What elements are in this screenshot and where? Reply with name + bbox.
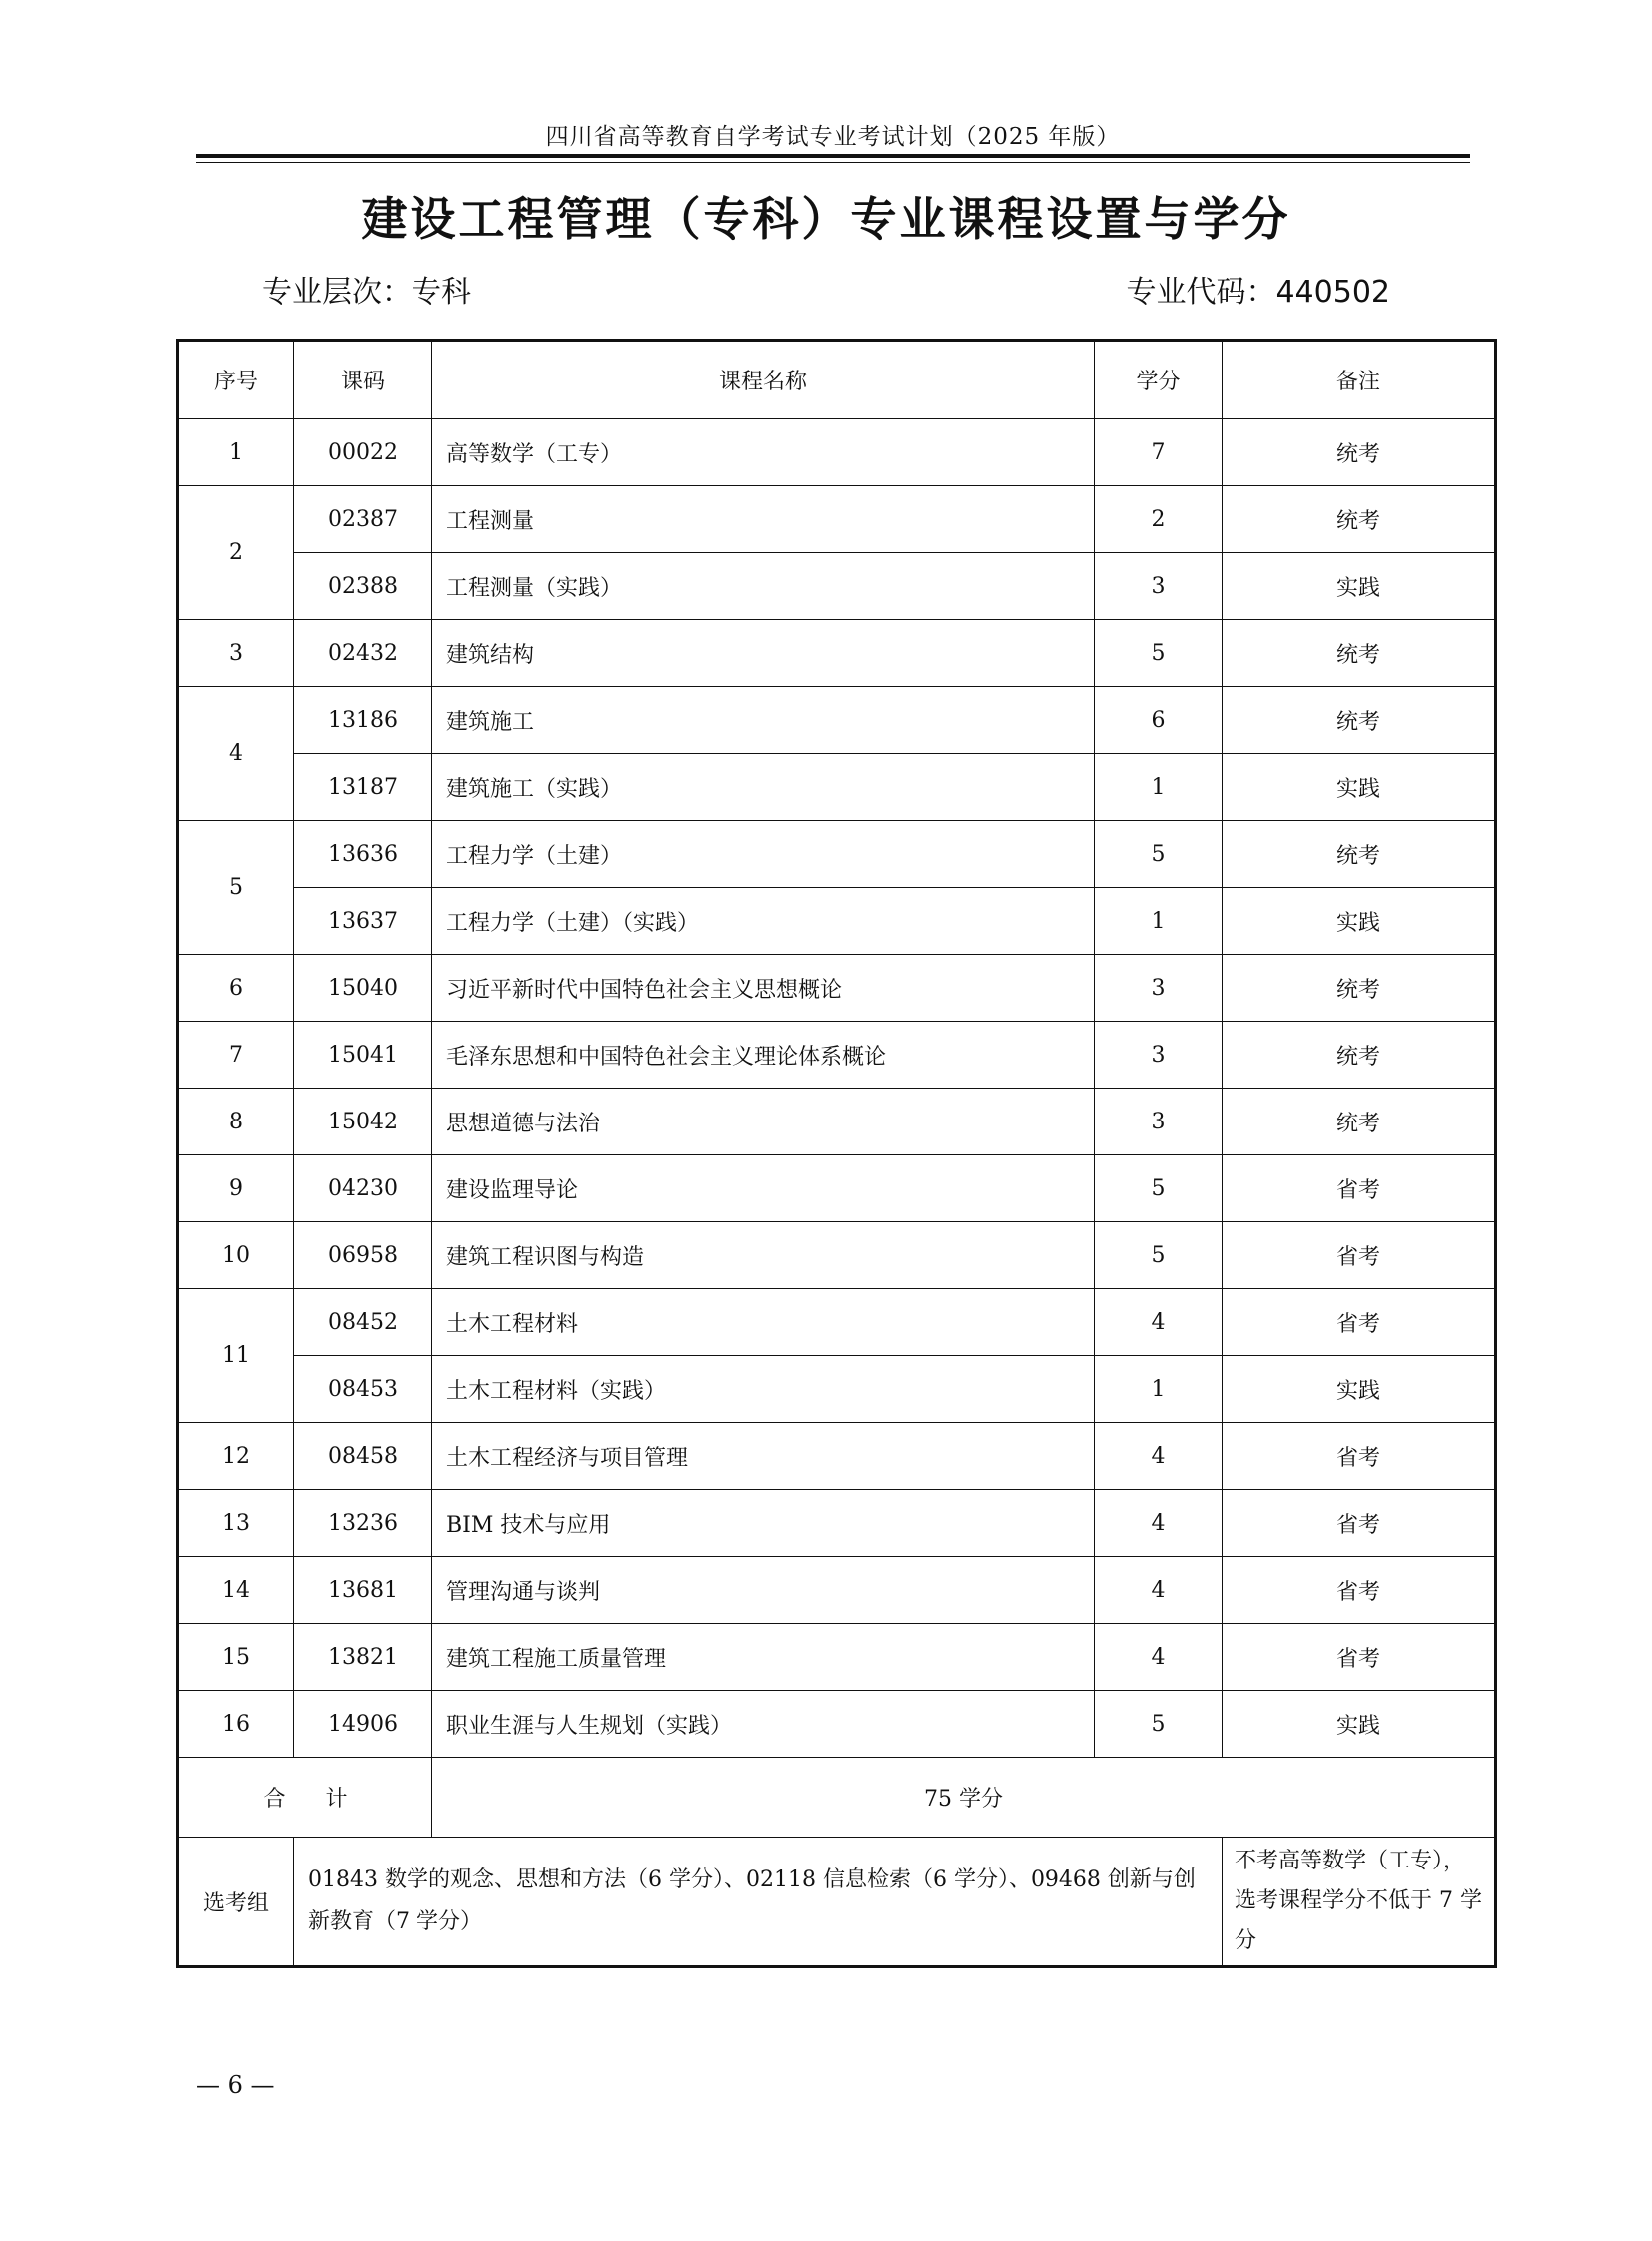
course-code: 13637 — [294, 888, 432, 955]
course-code: 06958 — [294, 1222, 432, 1289]
table-row — [178, 1691, 1496, 1758]
table-row — [178, 419, 1496, 486]
course-code: 15041 — [294, 1022, 432, 1089]
table-header-row — [178, 341, 1496, 419]
course-code: 08458 — [294, 1423, 432, 1490]
elective-label: 选考组 — [178, 1838, 294, 1967]
course-code: 02387 — [294, 486, 432, 553]
meta-row — [262, 267, 1390, 311]
row-number: 7 — [178, 1022, 294, 1089]
course-credit: 5 — [1095, 1691, 1223, 1758]
course-credit: 3 — [1095, 1089, 1223, 1155]
course-name: 习近平新时代中国特色社会主义思想概论 — [432, 955, 1095, 1022]
table-row — [178, 1022, 1496, 1089]
course-name: 建筑工程施工质量管理 — [432, 1624, 1095, 1691]
table-row — [178, 821, 1496, 888]
course-name: 管理沟通与谈判 — [432, 1557, 1095, 1624]
course-code: 13236 — [294, 1490, 432, 1557]
major-code: 专业代码：440502 — [1126, 275, 1390, 310]
row-number: 16 — [178, 1691, 294, 1758]
elective-note: 不考高等数学（工专），选考课程学分不低于 7 学分 — [1223, 1838, 1496, 1967]
course-code: 13821 — [294, 1624, 432, 1691]
course-name: 职业生涯与人生规划（实践） — [432, 1691, 1095, 1758]
course-credit: 5 — [1095, 620, 1223, 687]
row-number: 11 — [178, 1289, 294, 1423]
table-row — [178, 888, 1496, 955]
page-number: — 6 — — [196, 2071, 275, 2099]
table-row — [178, 1557, 1496, 1624]
course-name: 思想道德与法治 — [432, 1089, 1095, 1155]
table-row — [178, 687, 1496, 754]
row-number: 4 — [178, 687, 294, 821]
course-code: 13681 — [294, 1557, 432, 1624]
row-number: 2 — [178, 486, 294, 620]
course-remark: 统考 — [1223, 620, 1496, 687]
course-credit: 7 — [1095, 419, 1223, 486]
table-row — [178, 486, 1496, 553]
course-code: 13186 — [294, 687, 432, 754]
course-code: 14906 — [294, 1691, 432, 1758]
course-code: 13187 — [294, 754, 432, 821]
course-remark: 统考 — [1223, 1022, 1496, 1089]
course-remark: 统考 — [1223, 955, 1496, 1022]
course-credit: 5 — [1095, 1155, 1223, 1222]
course-code: 13636 — [294, 821, 432, 888]
course-remark: 省考 — [1223, 1557, 1496, 1624]
total-label: 合计 — [178, 1758, 432, 1838]
course-name: 工程测量 — [432, 486, 1095, 553]
table-row — [178, 1624, 1496, 1691]
course-name: 建筑工程识图与构造 — [432, 1222, 1095, 1289]
row-number: 5 — [178, 821, 294, 955]
course-code: 15040 — [294, 955, 432, 1022]
course-name: 建设监理导论 — [432, 1155, 1095, 1222]
course-code: 00022 — [294, 419, 432, 486]
course-table-body — [178, 419, 1496, 1758]
course-name: 土木工程材料 — [432, 1289, 1095, 1356]
course-credit: 4 — [1095, 1423, 1223, 1490]
table-row — [178, 1155, 1496, 1222]
course-code: 15042 — [294, 1089, 432, 1155]
course-remark: 实践 — [1223, 1356, 1496, 1423]
table-row — [178, 1356, 1496, 1423]
row-number: 9 — [178, 1155, 294, 1222]
course-credit: 3 — [1095, 955, 1223, 1022]
course-credit: 4 — [1095, 1557, 1223, 1624]
course-credit: 1 — [1095, 1356, 1223, 1423]
course-name: 建筑结构 — [432, 620, 1095, 687]
table-row — [178, 955, 1496, 1022]
course-name: 工程力学（土建） — [432, 821, 1095, 888]
course-name: 工程力学（土建）（实践） — [432, 888, 1095, 955]
course-credit: 3 — [1095, 1022, 1223, 1089]
course-remark: 统考 — [1223, 821, 1496, 888]
header-rule-thick — [196, 154, 1470, 158]
header-credit: 学分 — [1095, 341, 1223, 419]
table-row — [178, 754, 1496, 821]
course-name: 毛泽东思想和中国特色社会主义理论体系概论 — [432, 1022, 1095, 1089]
course-credit: 1 — [1095, 754, 1223, 821]
row-number: 3 — [178, 620, 294, 687]
course-name: 建筑施工 — [432, 687, 1095, 754]
table-row — [178, 1423, 1496, 1490]
course-name: 建筑施工（实践） — [432, 754, 1095, 821]
course-remark: 省考 — [1223, 1490, 1496, 1557]
course-name: BIM 技术与应用 — [432, 1490, 1095, 1557]
course-remark: 省考 — [1223, 1289, 1496, 1356]
course-table — [176, 339, 1497, 1968]
table-row — [178, 1089, 1496, 1155]
course-remark: 省考 — [1223, 1423, 1496, 1490]
course-name: 工程测量（实践） — [432, 553, 1095, 620]
elective-row — [178, 1838, 1496, 1967]
course-remark: 实践 — [1223, 553, 1496, 620]
course-name: 高等数学（工专） — [432, 419, 1095, 486]
header-remark: 备注 — [1223, 341, 1496, 419]
course-credit: 4 — [1095, 1624, 1223, 1691]
total-value: 75 学分 — [432, 1758, 1496, 1838]
course-credit: 2 — [1095, 486, 1223, 553]
table-row — [178, 553, 1496, 620]
table-row — [178, 620, 1496, 687]
course-credit: 3 — [1095, 553, 1223, 620]
course-credit: 4 — [1095, 1289, 1223, 1356]
course-name: 土木工程材料（实践） — [432, 1356, 1095, 1423]
table-row — [178, 1222, 1496, 1289]
course-remark: 省考 — [1223, 1222, 1496, 1289]
row-number: 15 — [178, 1624, 294, 1691]
course-remark: 实践 — [1223, 754, 1496, 821]
course-code: 04230 — [294, 1155, 432, 1222]
course-credit: 5 — [1095, 1222, 1223, 1289]
header-no: 序号 — [178, 341, 294, 419]
elective-content: 01843 数学的观念、思想和方法（6 学分）、02118 信息检索（6 学分）、09468 创新与创新教育（7 学分） — [294, 1838, 1223, 1967]
course-remark: 统考 — [1223, 687, 1496, 754]
course-code: 08452 — [294, 1289, 432, 1356]
course-remark: 实践 — [1223, 888, 1496, 955]
header-name: 课程名称 — [432, 341, 1095, 419]
course-credit: 6 — [1095, 687, 1223, 754]
row-number: 6 — [178, 955, 294, 1022]
running-header: 四川省高等教育自学考试专业考试计划（2025 年版） — [545, 124, 1121, 150]
header-rule-thin — [196, 162, 1470, 163]
course-remark: 统考 — [1223, 419, 1496, 486]
row-number: 12 — [178, 1423, 294, 1490]
row-number: 1 — [178, 419, 294, 486]
course-remark: 省考 — [1223, 1155, 1496, 1222]
page-title: 建设工程管理（专科）专业课程设置与学分 — [361, 192, 1291, 246]
row-number: 8 — [178, 1089, 294, 1155]
course-name: 土木工程经济与项目管理 — [432, 1423, 1095, 1490]
table-row — [178, 1289, 1496, 1356]
course-code: 02388 — [294, 553, 432, 620]
course-remark: 统考 — [1223, 486, 1496, 553]
major-level: 专业层次：专科 — [262, 275, 471, 310]
row-number: 13 — [178, 1490, 294, 1557]
course-remark: 统考 — [1223, 1089, 1496, 1155]
header-code: 课码 — [294, 341, 432, 419]
course-credit: 4 — [1095, 1490, 1223, 1557]
course-remark: 实践 — [1223, 1691, 1496, 1758]
course-credit: 1 — [1095, 888, 1223, 955]
course-code: 08453 — [294, 1356, 432, 1423]
course-code: 02432 — [294, 620, 432, 687]
table-row — [178, 1490, 1496, 1557]
row-number: 10 — [178, 1222, 294, 1289]
total-row — [178, 1758, 1496, 1838]
course-remark: 省考 — [1223, 1624, 1496, 1691]
row-number: 14 — [178, 1557, 294, 1624]
course-credit: 5 — [1095, 821, 1223, 888]
